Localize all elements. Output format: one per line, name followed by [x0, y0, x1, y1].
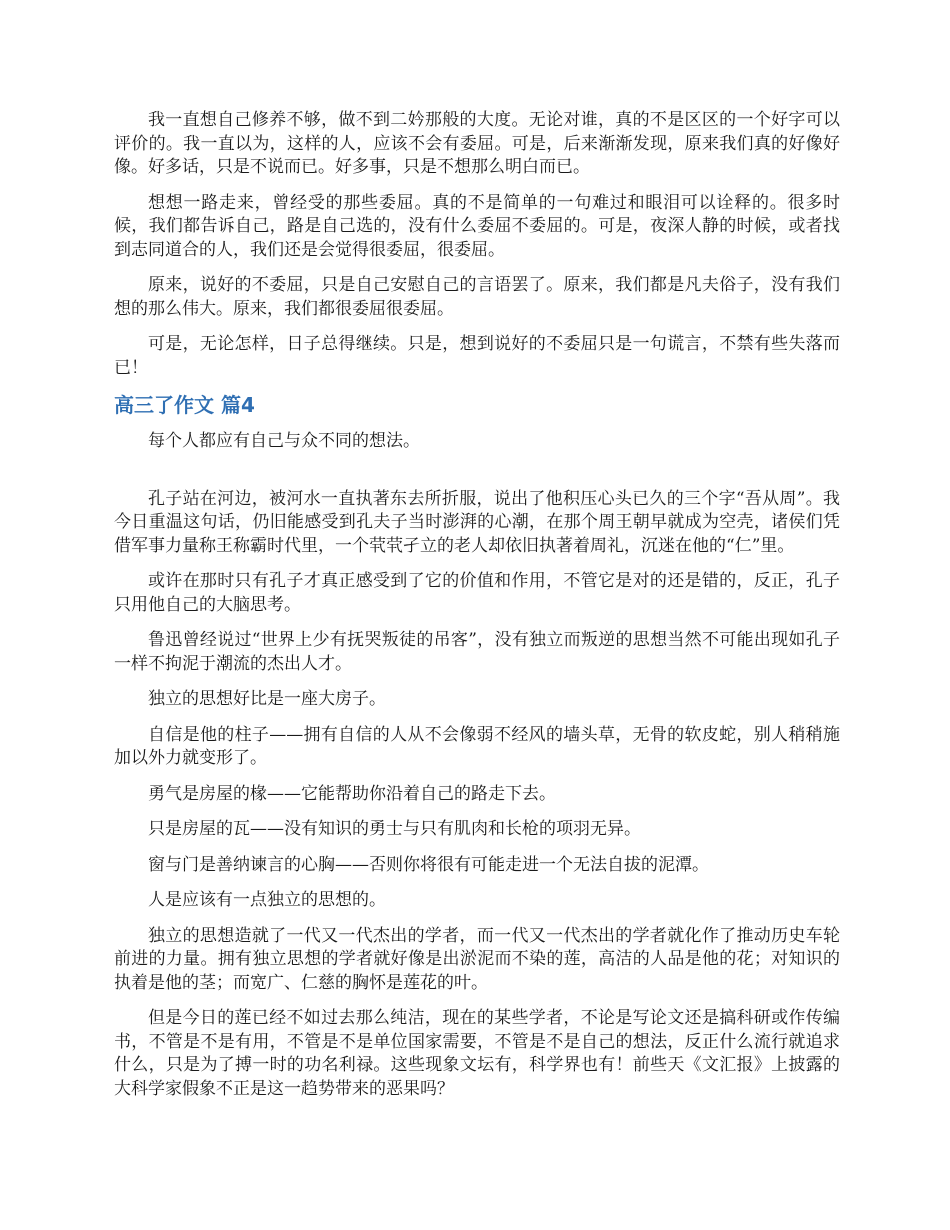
paragraph: 或许在那时只有孔子才真正感受到了它的价值和作用，不管它是对的还是错的，反正，孔子只用他自己的大脑思考。: [114, 571, 840, 615]
paragraph: 孔子站在河边，被河水一直执著东去所折服，说出了他积压心头已久的三个字“吾从周”。我今日重温这句话，仍旧能感受到孔夫子当时澎湃的心潮，在那个周王朝早就成为空壳，诸侯们凭借军事力量称王称霸时代里，一个茕茕孑立的老人却依旧执著着周礼，沉迷在他的“仁”里。: [114, 488, 840, 556]
section-heading: 高三了作文 篇4: [114, 393, 255, 417]
paragraph: 人是应该有一点独立的思想的。: [148, 890, 386, 910]
paragraph: 但是今日的莲已经不如过去那么纯洁，现在的某些学者，不论是写论文还是搞科研或作传编书，不管是不是有用，不管是不是单位国家需要，不管是不是自己的想法，反正什么流行就追求什么，只是为了搏一时的功名利禄。这些现象文坛有，科学界也有！前些天《文汇报》上披露的大科学家假象不正是这一趋势带来的恶果吗？: [114, 1008, 840, 1099]
paragraph: 想想一路走来，曾经受的那些委屈。真的不是简单的一句难过和眼泪可以诠释的。很多时候，我们都告诉自己，路是自己选的，没有什么委屈不委屈的。可是，夜深人静的时候，或者找到志同道合的人，我们还是会觉得很委屈，很委屈。: [114, 192, 840, 260]
paragraph: 自信是他的柱子——拥有自信的人从不会像弱不经风的墙头草，无骨的软皮蛇，别人稍稍施加以外力就变形了。: [114, 724, 840, 768]
paragraph: 鲁迅曾经说过“世界上少有抚哭叛徒的吊客”，没有独立而叛逆的思想当然不可能出现如孔子一样不拘泥于潮流的杰出人才。: [114, 630, 840, 674]
paragraph: 可是，无论怎样，日子总得继续。只是，想到说好的不委屈只是一句谎言，不禁有些失落而已！: [114, 334, 840, 378]
paragraph: 只是房屋的瓦——没有知识的勇士与只有肌肉和长枪的项羽无异。: [148, 819, 641, 839]
document-page: [114, 109, 840, 1113]
paragraph: 我一直想自己修养不够，做不到二妗那般的大度。无论对谁，真的不是区区的一个好字可以评价的。我一直以为，这样的人，应该不会有委屈。可是，后来渐渐发现，原来我们真的好像好像。好多话，只是不说而已。好多事，只是不想那么明白而已。: [114, 110, 840, 177]
paragraph: 独立的思想好比是一座大房子。: [148, 689, 386, 709]
blank-line: [114, 466, 840, 488]
paragraph: 独立的思想造就了一代又一代杰出的学者，而一代又一代杰出的学者就化作了推动历史车轮前进的力量。拥有独立思想的学者就好像是出淤泥而不染的莲，高洁的人品是他的花；对知识的执着是他的茎；而宽广、仁慈的胸怀是莲花的叶。: [114, 925, 840, 993]
paragraph: 勇气是房屋的椽——它能帮助你沿着自己的路走下去。: [148, 783, 556, 804]
paragraph: 窗与门是善纳谏言的心胸——否则你将很有可能走进一个无法自拔的泥潭。: [148, 854, 709, 875]
intro-paragraph: 每个人都应有自己与众不同的想法。: [148, 431, 420, 451]
paragraph: 原来，说好的不委屈，只是自己安慰自己的言语罢了。原来，我们都是凡夫俗子，没有我们想的那么伟大。原来，我们都很委屈很委屈。: [114, 275, 840, 319]
